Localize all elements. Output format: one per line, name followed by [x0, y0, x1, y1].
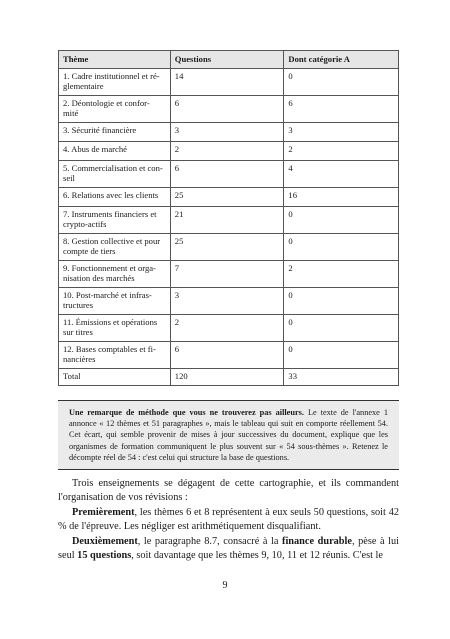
category-a-cell: 0	[284, 341, 399, 368]
first-lead: Premièrement	[72, 506, 135, 518]
total-category-a: 33	[284, 368, 399, 385]
second-text-b: , pèse à lui seul	[58, 535, 400, 562]
theme-cell: 10. Post-marché et infras- tructures	[59, 287, 171, 314]
table-row	[59, 187, 399, 206]
theme-cell: 9. Fonctionnement et orga- nisation des marchés	[59, 260, 171, 287]
category-a-cell: 16	[284, 187, 399, 206]
paragraph-first	[58, 506, 399, 535]
header-theme: Thème	[59, 51, 171, 69]
questions-cell: 2	[170, 314, 284, 341]
page-number: 9	[222, 580, 228, 591]
questions-cell: 3	[170, 122, 284, 141]
category-a-cell: 2	[284, 260, 399, 287]
theme-cell: 1. Cadre institutionnel et ré- glementaire	[59, 68, 171, 95]
total-label: Total	[59, 368, 171, 385]
table-row	[59, 206, 399, 233]
table-total-row	[59, 368, 399, 385]
questions-cell: 14	[170, 68, 284, 95]
questions-cell: 2	[170, 141, 284, 160]
questions-cell: 3	[170, 287, 284, 314]
questions-cell: 7	[170, 260, 284, 287]
theme-cell: 4. Abus de marché	[59, 141, 171, 160]
theme-cell: 6. Relations avec les clients	[59, 187, 171, 206]
theme-cell: 2. Déontologie et confor- mité	[59, 95, 171, 122]
category-a-cell: 0	[284, 314, 399, 341]
theme-cell: 7. Instruments financiers et crypto-actifs	[59, 206, 171, 233]
table-row	[59, 287, 399, 314]
second-text-a: , le paragraphe 8.7, consacré à la	[137, 535, 283, 547]
theme-cell: 3. Sécurité financière	[59, 122, 171, 141]
category-a-cell: 0	[284, 287, 399, 314]
theme-cell: 8. Gestion collective et pour compte de tiers	[59, 233, 171, 260]
table-row	[59, 233, 399, 260]
category-a-cell: 0	[284, 206, 399, 233]
theme-cell: 11. Émissions et opérations sur titres	[59, 314, 171, 341]
second-lead: Deuxièmement	[72, 535, 138, 547]
theme-cell: 12. Bases comptables et fi- nancières	[59, 341, 171, 368]
questions-cell: 6	[170, 160, 284, 187]
category-a-cell: 2	[284, 141, 399, 160]
table-row	[59, 260, 399, 287]
remark-lead: Une remarque de méthode que vous ne trouverez pas ailleurs.	[69, 408, 304, 417]
category-a-cell: 0	[284, 233, 399, 260]
table-row	[59, 314, 399, 341]
second-bold-finance: finance durable	[282, 535, 352, 547]
table-row	[59, 95, 399, 122]
header-questions: Questions	[170, 51, 284, 69]
first-text: , les thèmes 6 et 8 représentent à eux seuls 50 questions, soit 42 % de l'épreuve. Les négliger est arithmétiquement disqualifiant.	[58, 506, 399, 533]
table-row	[59, 160, 399, 187]
questions-cell: 21	[170, 206, 284, 233]
themes-table	[58, 50, 399, 386]
table-row	[59, 68, 399, 95]
questions-cell: 25	[170, 187, 284, 206]
table-row	[59, 341, 399, 368]
category-a-cell: 6	[284, 95, 399, 122]
category-a-cell: 3	[284, 122, 399, 141]
questions-cell: 6	[170, 95, 284, 122]
intro-paragraph: Trois enseignements se dégagent de cette cartographie, et ils commandent l'organisation de vos révisions :	[58, 478, 399, 504]
second-bold-questions: 15 questions	[77, 550, 132, 562]
table-body	[59, 68, 399, 368]
second-text-c: , soit davantage que les thèmes 9, 10, 11 et 12 réunis. C'est le	[131, 550, 383, 562]
questions-cell: 6	[170, 341, 284, 368]
header-category-a: Dont catégorie A	[284, 51, 399, 69]
table-row	[59, 141, 399, 160]
paragraph-second	[58, 535, 399, 564]
remark-text: Le texte de l'annexe 1 annonce « 12 thèmes et 51 paragraphes », mais le tableau qui suit en comporte réellement 54. Cet écart, qui semble provenir de mises à jour successives du document, explique que les organismes de formation communiquent le plus souvent sur « 54 sous-thèmes ». Retenez le décompte réel de 54 : c'est celui qui structure la base de questions.	[69, 408, 388, 462]
method-remark-box	[58, 400, 399, 470]
category-a-cell: 4	[284, 160, 399, 187]
table-header-row	[59, 51, 399, 69]
category-a-cell: 0	[284, 68, 399, 95]
total-questions: 120	[170, 368, 284, 385]
body-text	[58, 477, 399, 563]
theme-cell: 5. Commercialisation et con- seil	[59, 160, 171, 187]
questions-cell: 25	[170, 233, 284, 260]
table-row	[59, 122, 399, 141]
